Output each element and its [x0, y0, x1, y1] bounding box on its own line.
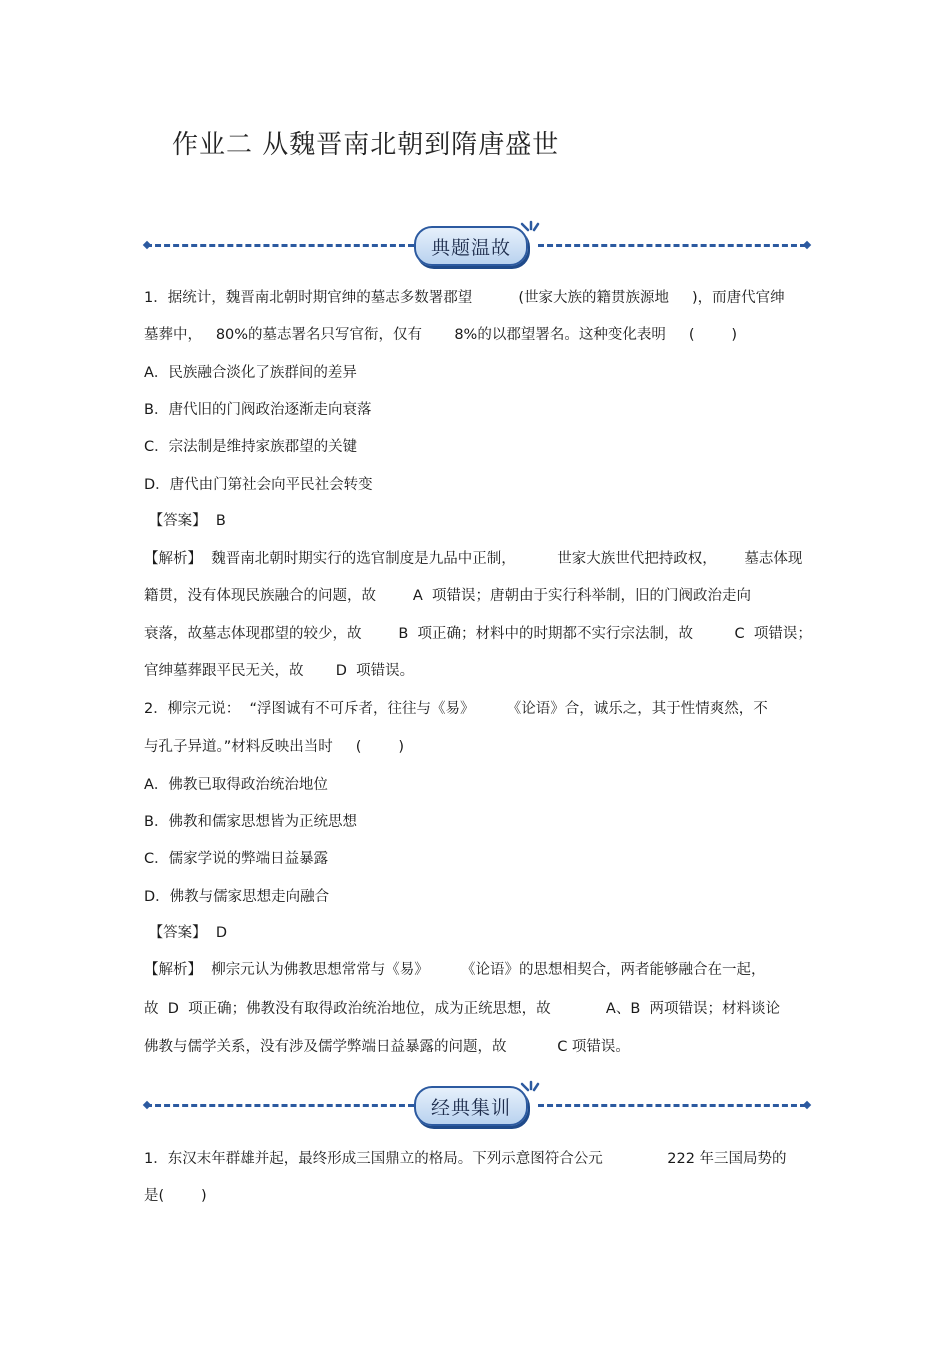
question-2-option-a: A．佛教已取得政治统治地位: [144, 777, 328, 793]
question-1-stem-line-1: 1．据统计，魏晋南北朝时期官绅的墓志多数署郡望 (世家大族的籍贯族源地 )，而唐代官绅: [144, 290, 785, 306]
dashed-rule-right: [538, 1104, 806, 1107]
question-2-stem-line-1: 2．柳宗元说： “浮图诚有不可斥者，往往与《易》 《论语》合，诚乐之，其于性情爽然，不: [144, 701, 768, 717]
sparkle-icon: [518, 1080, 544, 1106]
question-2-analysis-line-2: 故 D 项正确；佛教没有取得政治统治地位，成为正统思想，故 A、B 两项错误；材料谈论: [144, 1001, 780, 1017]
question-2-option-c: C．儒家学说的弊端日益暴露: [144, 851, 329, 867]
dash-end-right: [803, 1101, 811, 1109]
section-label-badge: 经典集训: [414, 1086, 528, 1126]
sparkle-icon: [518, 220, 544, 246]
question-1-answer: 【答案】 B: [144, 513, 226, 529]
question-1-option-a: A．民族融合淡化了族群间的差异: [144, 365, 357, 381]
question-1-option-c: C．宗法制是维持家族郡望的关键: [144, 439, 358, 455]
question-1-analysis-line-2: 籍贯，没有体现民族融合的问题，故 A 项错误；唐朝由于实行科举制，旧的门阀政治走向: [144, 588, 752, 604]
dash-end-right: [803, 241, 811, 249]
question-2-answer: 【答案】 D: [144, 925, 227, 941]
page-title: 作业二 从魏晋南北朝到隋唐盛世: [172, 130, 560, 160]
question-1-stem-line-2: 墓葬中， 80%的墓志署名只写官衔，仅有 8%的以郡望署名。这种变化表明 ( ): [144, 327, 738, 343]
question-2-stem-line-2: 与孔子异道。”材料反映出当时 ( ): [144, 739, 404, 755]
question-2-option-d: D．佛教与儒家思想走向融合: [144, 889, 330, 905]
section-label-badge: 典题温故: [414, 226, 528, 266]
dashed-rule-left: [146, 1104, 414, 1107]
question-2-analysis-line-1: 【解析】 柳宗元认为佛教思想常常与《易》 《论语》的思想相契合，两者能够融合在一起，: [144, 962, 766, 978]
section-header-review: [146, 224, 808, 268]
question-2-analysis-line-3: 佛教与儒学关系，没有涉及儒学弊端日益暴露的问题，故 C 项错误。: [144, 1039, 630, 1055]
question-1-option-b: B．唐代旧的门阀政治逐渐走向衰落: [144, 402, 372, 418]
dashed-rule-right: [538, 244, 806, 247]
question-1-analysis-line-4: 官绅墓葬跟平民无关，故 D 项错误。: [144, 663, 415, 679]
question-1-analysis-line-3: 衰落，故墓志体现郡望的较少，故 B 项正确；材料中的时期都不实行宗法制，故 C 项错误；: [144, 626, 812, 642]
section-header-training: [146, 1084, 808, 1128]
question-1-option-d: D．唐代由门第社会向平民社会转变: [144, 477, 373, 493]
training-question-1-line-2: 是( ): [144, 1188, 207, 1204]
question-1-analysis-line-1: 【解析】 魏晋南北朝时期实行的选官制度是九品中正制， 世家大族世代把持政权， 墓志体现: [144, 551, 803, 567]
training-question-1-line-1: 1．东汉末年群雄并起，最终形成三国鼎立的格局。下列示意图符合公元 222 年三国局势的: [144, 1151, 787, 1167]
question-2-option-b: B．佛教和儒家思想皆为正统思想: [144, 814, 357, 830]
dashed-rule-left: [146, 244, 414, 247]
